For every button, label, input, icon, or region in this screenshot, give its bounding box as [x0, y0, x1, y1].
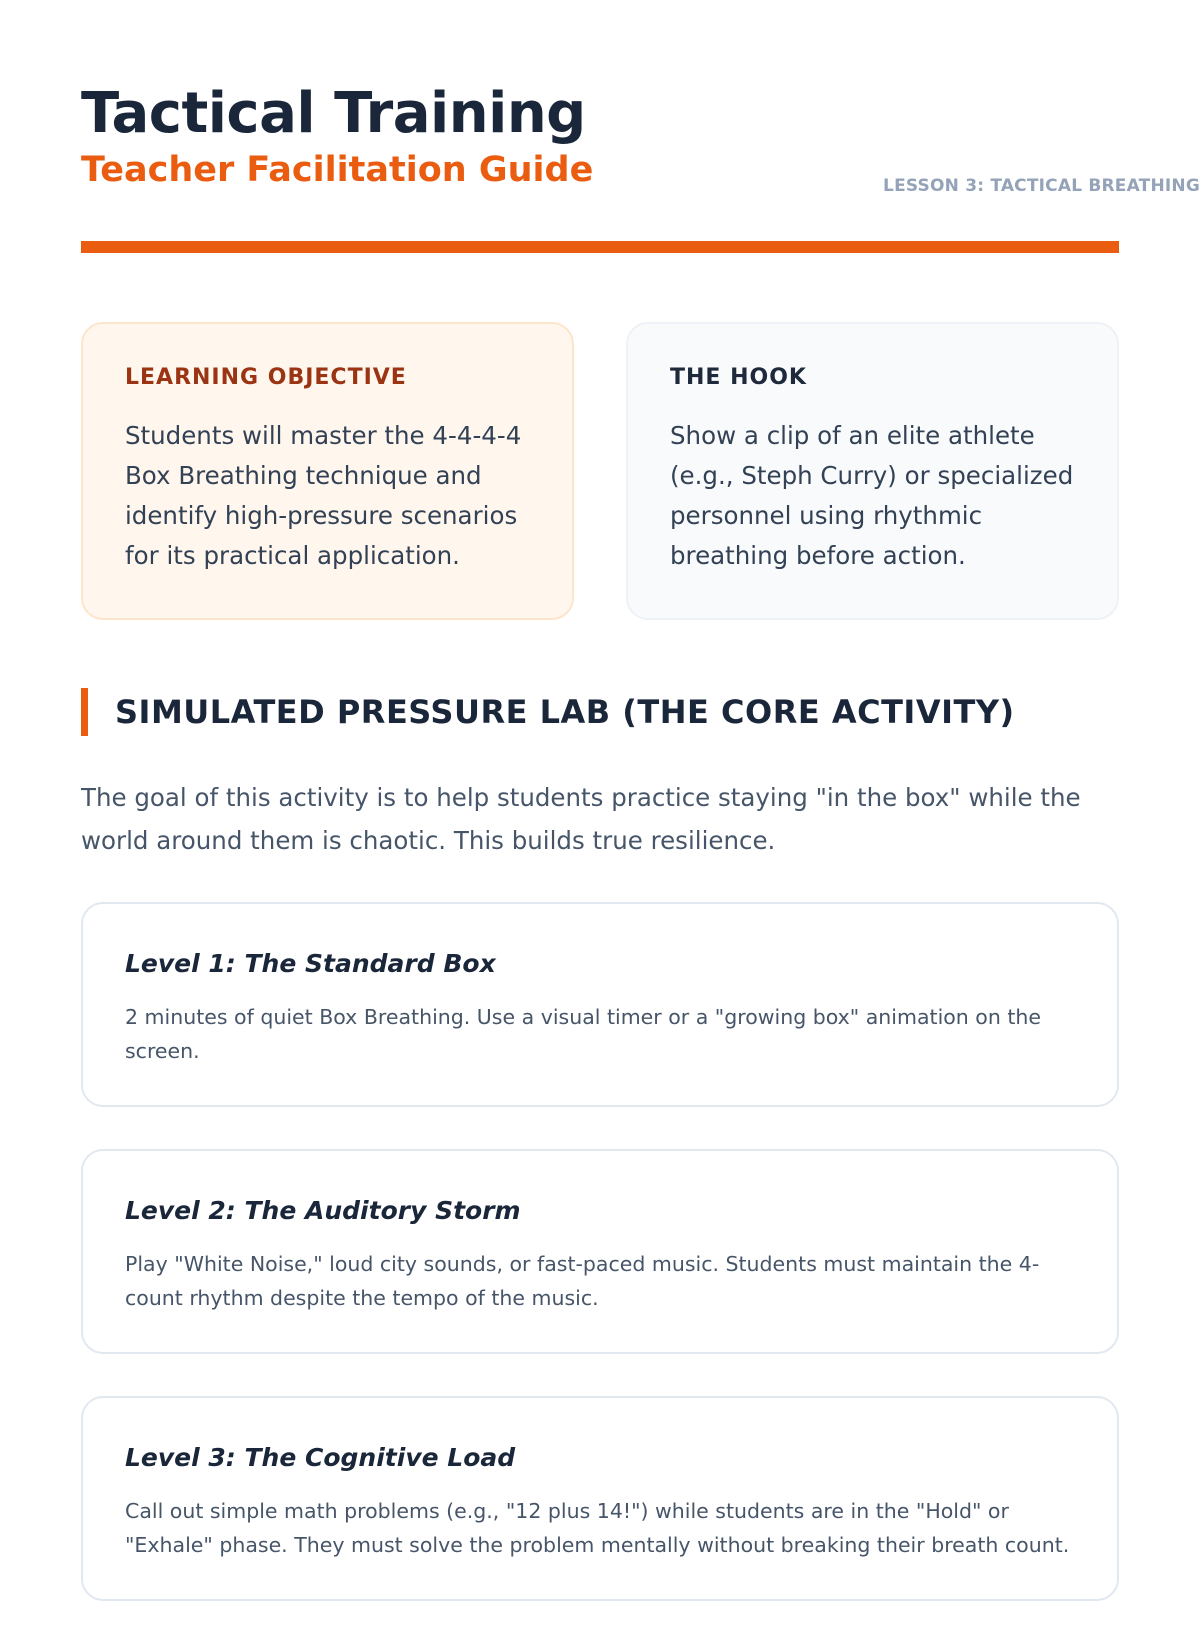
level-card-1 — [81, 902, 1119, 1107]
section-title: SIMULATED PRESSURE LAB (THE CORE ACTIVITY) — [115, 693, 1015, 731]
level-description: Play "White Noise," loud city sounds, or fast-paced music. Students must maintain the 4-count rhythm despite the tempo of the music. — [125, 1252, 1040, 1310]
hook-label: THE HOOK — [670, 365, 807, 390]
level-card-3 — [81, 1396, 1119, 1601]
hook-card — [626, 322, 1119, 620]
level-title: Level 2: The Auditory Storm — [125, 1196, 521, 1225]
intro-cards — [81, 322, 1119, 620]
page-title: Tactical Training — [81, 81, 586, 146]
learning-objective-text: Students will master the 4-4-4-4 Box Breathing technique and identify high-pressure scenarios for its practical application. — [125, 421, 522, 570]
level-card-2 — [81, 1149, 1119, 1354]
learning-objective-card — [81, 322, 574, 620]
learning-objective-label: LEARNING OBJECTIVE — [125, 365, 407, 390]
section-intro: The goal of this activity is to help students practice staying "in the box" while the world around them is chaotic. This builds true resilience. — [81, 783, 1081, 855]
header-divider — [81, 241, 1119, 253]
hook-text: Show a clip of an elite athlete (e.g., Steph Curry) or specialized personnel using rhythmic breathing before action. — [670, 421, 1074, 570]
section-accent-bar — [81, 688, 88, 736]
level-title: Level 1: The Standard Box — [125, 949, 496, 978]
lesson-tag: LESSON 3: TACTICAL BREATHING — [883, 176, 1200, 196]
level-description: 2 minutes of quiet Box Breathing. Use a visual timer or a "growing box" animation on the screen. — [125, 1005, 1042, 1063]
page-subtitle: Teacher Facilitation Guide — [81, 150, 594, 190]
level-description: Call out simple math problems (e.g., "12 plus 14!") while students are in the "Hold" or "Exhale" phase. They must solve the problem mentally without breaking their breath count. — [125, 1499, 1070, 1557]
level-list — [81, 902, 1119, 1643]
level-title: Level 3: The Cognitive Load — [125, 1443, 516, 1472]
section-heading — [81, 688, 1119, 736]
